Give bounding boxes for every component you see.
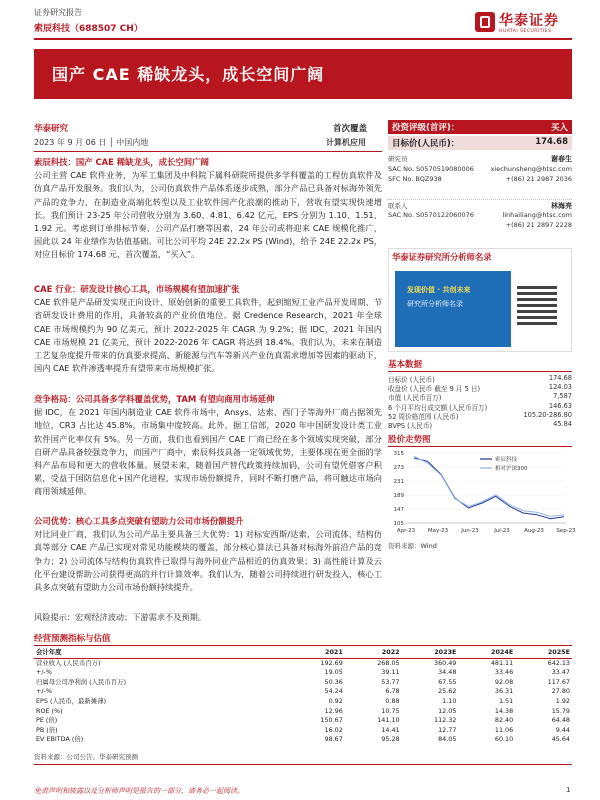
report-type: 证券研究报告 [34, 8, 82, 17]
table-cell: 25.62 [438, 687, 457, 696]
table-cell: 39.11 [381, 668, 400, 677]
analyst-role: 联系人 [388, 202, 408, 210]
table-row [34, 678, 572, 688]
logo-cn: 华泰证券 [499, 13, 559, 29]
table-cell: 92.08 [494, 677, 514, 686]
table-row [34, 726, 572, 736]
table-cell: 95.28 [381, 735, 400, 744]
table-cell: 11.06 [494, 725, 514, 734]
row-label: +/-% [36, 687, 52, 696]
basic-data-row [388, 374, 572, 383]
basic-data-value: 45.84 [553, 419, 572, 428]
table-cell: 642.13 [547, 658, 570, 667]
fin-table-title: 经营预测指标与估值 [34, 634, 111, 644]
header-divider [34, 38, 572, 40]
table-cell: 117.67 [547, 677, 570, 686]
rating-value: 买入 [550, 123, 568, 133]
row-label: 营业收入 (人民币百万) [36, 658, 101, 667]
column-header: 2022 [345, 648, 402, 658]
basic-data-row [388, 411, 572, 420]
table-row [34, 668, 572, 678]
table-cell: 98.67 [324, 735, 343, 744]
table-cell: 34.48 [438, 668, 457, 677]
y-tick-label: 231 [393, 479, 404, 485]
analyst-card [388, 154, 572, 198]
table-cell: 481.11 [490, 658, 514, 667]
row-label: ROE (%) [36, 706, 63, 715]
basic-data-value: 174.68 [548, 374, 572, 382]
table-cell: 268.05 [377, 658, 400, 667]
logo-mark-icon [475, 12, 495, 32]
series-line-1 [414, 456, 564, 516]
table-cell: 12.77 [438, 725, 457, 734]
research-org: 华泰研究 [34, 124, 69, 134]
section-industry [34, 283, 382, 375]
chart-title-divider [388, 446, 572, 447]
table-cell: 54.24 [324, 687, 343, 696]
table-cell: 33.47 [551, 668, 570, 677]
rating-label: 投资评级(首评)： [392, 123, 460, 133]
fin-title-divider [34, 645, 572, 646]
table-cell: 1.10 [442, 696, 457, 705]
basic-data-key: 市值 (人民币百万) [388, 394, 442, 403]
rating-box [388, 120, 572, 134]
table-cell: 60.10 [494, 735, 514, 744]
column-header: 会计年度 [34, 648, 288, 658]
column-header: 2021 [288, 648, 345, 658]
basic-data-key: BVPS (人民币) [388, 421, 433, 430]
table-cell: 10.75 [381, 706, 400, 715]
table-row [34, 697, 572, 707]
table-row [34, 687, 572, 697]
page-number: 1 [566, 786, 571, 794]
table-cell: 15.79 [551, 706, 570, 715]
target-price-box [388, 136, 572, 150]
x-tick-label: Aug-23 [524, 528, 544, 534]
banner-line1: 发现价值 · 共创未来 [407, 286, 471, 294]
y-tick-label: 105 [393, 521, 404, 527]
date-region: 2023 年 9 月 06 日 │ 中国内地 [34, 138, 149, 147]
section-heading: 公司优势：核心工具多点突破有望助力公司市场份额提升 [34, 516, 244, 526]
analyst-role: 研究员 [388, 155, 408, 163]
analyst-sfc: SFC No. BQZ938 [388, 175, 442, 183]
table-cell: 19.05 [324, 668, 343, 677]
table-cell: 82.40 [494, 716, 514, 725]
analyst-directory-box[interactable] [388, 248, 572, 352]
basic-data-value: 7,587 [553, 392, 572, 401]
table-cell: 6.78 [385, 687, 400, 696]
row-label: EPS (人民币，最新摊薄) [36, 696, 107, 705]
section-heading: 竞争格局：公司具备多学科覆盖优势，TAM 有望向商用市场延伸 [34, 394, 275, 404]
table-cell: 67.55 [438, 677, 457, 686]
x-tick-label: May-23 [427, 528, 449, 534]
table-cell: 45.64 [551, 735, 570, 744]
title-banner [34, 49, 572, 99]
analyst-name: 谢春生 [551, 155, 572, 163]
analyst-phone: +(86) 21 2987 2036 [505, 175, 572, 183]
analyst-sac: SAC No. S0570519080006 [388, 165, 474, 173]
table-cell: 150.67 [320, 716, 343, 725]
fin-bottom-divider [34, 764, 572, 765]
directory-banner[interactable] [395, 271, 511, 347]
table-cell: 64.48 [551, 716, 570, 725]
x-tick-label: Jun-23 [461, 528, 479, 534]
table-cell: 53.77 [381, 677, 400, 686]
analyst-sac: SAC No. S0570122060076 [388, 211, 474, 219]
table-cell: 14.41 [381, 725, 400, 734]
y-tick-label: 315 [393, 451, 404, 457]
huatai-logo [475, 8, 567, 38]
risk-warning: 风险提示：宏观经济波动；下游需求不及预期。 [34, 612, 206, 622]
section-company [34, 156, 382, 262]
price-chart [388, 449, 576, 537]
table-cell: 36.31 [494, 687, 514, 696]
table-cell: 14.38 [494, 706, 514, 715]
industry-label: 计算机应用 [326, 138, 366, 147]
section-heading: 索辰科技：国产 CAE 稀缺龙头，成长空间广阔 [34, 157, 209, 167]
y-tick-label: 189 [393, 493, 404, 499]
basic-data-key: 6 个月平均日成交额 (人民币百万) [388, 403, 488, 412]
y-tick-label: 147 [393, 507, 404, 513]
chart-source: 资料来源：Wind [388, 542, 437, 550]
analyst-name: 林海亮 [551, 202, 572, 210]
x-tick-label: Apr-23 [396, 528, 416, 534]
column-header: 2025E [515, 648, 572, 658]
basic-data-title: 基本数据 [388, 360, 423, 370]
logo-en: HUATAI SECURITIES [499, 29, 552, 34]
basic-data-row [388, 420, 572, 429]
basic-data-value: 105.20-286.80 [523, 410, 572, 419]
basic-data-row [388, 392, 572, 401]
basic-data-key: 目标价 (人民币) [388, 376, 435, 384]
fin-table-wrap [34, 648, 572, 745]
table-cell: 9.44 [555, 725, 570, 734]
x-tick-label: Sep-23 [556, 528, 576, 534]
analyst-email[interactable]: xiechunsheng@htsc.com [490, 165, 572, 173]
row-label: PB (倍) [36, 725, 58, 734]
chart-title: 股价走势图 [388, 435, 431, 445]
target-label: 目标价(人民币)： [392, 139, 460, 149]
basic-data-row [388, 402, 572, 411]
fin-source: 资料来源：公司公告、华泰研究预测 [34, 753, 138, 761]
section-paragraph: 公司主营 CAE 软件业务，为军工集团及中科院下属科研院所提供多学科覆盖的工程仿真软件及仿真产品开发服务。我们认为，公司仿真软件产品体系逐步成熟，部分产品已具备对标海外领先产品的竞争力，在制造业高端化转型以及工业软件国产化浪潮的推动下，营收有望实现快速增长。我们预计 23-25 年公司营收分别为 3.60、4.81、6.42 亿元，EPS 分别为 1.10、1.51、1.92 元。考虑到订单排标节奏、公司产品打磨等因素，24 年公司或将迎来 CAE 规模化推广，因此以 24 年业绩作为估值基础。可比公司平均 24E 22.2x PS (Wind)，给予 24E 22.2x PS，对应目标价 174.68 元，首次覆盖，“买入”。 [34, 170, 382, 260]
target-value: 174.68 [535, 137, 568, 147]
section-advantages [34, 515, 382, 594]
row-label: 归属母公司净利润 (人民币百万) [36, 677, 127, 686]
basic-data-value: 124.03 [548, 383, 572, 392]
basic-data-key: 52 周价格范围 (人民币) [388, 412, 459, 421]
row-label: EV EBITDA (倍) [36, 735, 84, 744]
legend-label: 相对沪深300 [495, 466, 528, 472]
table-cell: 192.69 [320, 658, 343, 667]
table-cell: 12.96 [324, 706, 343, 715]
section-paragraph: CAE 软件是产品研发实现正向设计、原始创新的重要工具软件，起到缩短工业产品开发周期、节省研发设计费用的作用，具备较高的产业价值地位。据 Credence Research，2021 年全球 CAE 市场规模约为 90 亿美元，预计 2022-2025 年 CAGR 为 9.2%；据 IDC，2021 年国内 CAE 市场规模 21 亿美元，预计 2022-2026 年 CAGR 将达到 18.4%。我们认为，未来在制造工艺复杂度提升带来的仿真要求提高、新能源与汽车等新兴产业仿真需求增加等因素的驱动下，国内 CAE 软件渗透率提升有望带来市场规模扩张。 [34, 297, 382, 374]
table-cell: 27.80 [551, 687, 570, 696]
section-paragraph: 对比同业厂商，我们认为公司产品主要具备三大优势：1) 对标安西斯/达索，公司流体、结构仿真等部分 CAE 产品已实现对常见功能模块的覆盖，部分核心算法已具备对标海外前沿产品的竞争力；2) 公司流体与结构仿真软件已取得与海外同业产品相近的仿真效果；3) 高性能计算及云化平台建设帮助公司获得更高的并行计算效率。我们认为，随着公司持续进行研发投入，核心工具多点突破有望助力公司市场份额持续提升。 [34, 529, 382, 593]
table-row [34, 716, 572, 726]
column-header: 2023E [402, 648, 459, 658]
basic-data-key: 收盘价 (人民币 截至 9 月 5 日) [388, 385, 481, 394]
coverage-label: 首次覆盖 [333, 124, 368, 134]
basic-data-row [388, 383, 572, 392]
table-cell: 0.88 [385, 696, 400, 705]
table-cell: 16.02 [324, 725, 343, 734]
table-cell: 141.10 [377, 716, 400, 725]
table-cell: 1.92 [555, 696, 570, 705]
company-ticker: 索辰科技（688507 CH） [34, 24, 143, 34]
table-cell: 1.51 [498, 696, 514, 705]
row-label: +/-% [36, 668, 52, 677]
table-cell: 12.05 [438, 706, 457, 715]
directory-title: 华泰证券研究所分析师名录 [392, 252, 492, 262]
analyst-card [388, 201, 572, 245]
table-row [34, 658, 572, 668]
table-cell: 84.05 [438, 735, 457, 744]
analyst-phone: +(86) 21 2897 2228 [505, 221, 572, 229]
financial-forecast-table [34, 648, 572, 745]
table-row [34, 735, 572, 745]
meta-divider [34, 151, 382, 152]
footer-disclaimer: 免责声明和披露以及分析师声明是报告的一部分，请务必一起阅读。 [34, 787, 244, 795]
banner-line2: 研究所分析师名录 [407, 300, 463, 308]
y-tick-label: 273 [393, 465, 404, 471]
report-title: 国产 CAE 稀缺龙头，成长空间广阔 [52, 65, 325, 84]
basic-data-list [388, 374, 572, 429]
basic-data-value: 146.63 [548, 401, 572, 410]
table-header-row [34, 648, 572, 658]
legend-label: 索辰科技 [495, 457, 518, 463]
table-cell: 360.49 [434, 658, 457, 667]
column-header: 2024E [458, 648, 515, 658]
qr-code-icon [517, 285, 557, 325]
table-cell: 33.46 [494, 668, 514, 677]
x-tick-label: Jul-23 [494, 528, 510, 534]
basic-title-divider [388, 371, 572, 372]
analyst-email[interactable]: linhailiang@htsc.com [502, 211, 572, 219]
table-cell: 112.32 [434, 716, 457, 725]
section-paragraph: 据 IDC，在 2021 年国内制造业 CAE 软件市场中，Ansys、达索、西门子等海外厂商占据领先地位，CR3 占比达 45.8%，市场集中度较高。此外，据工信部，2020 年中国研发设计类工业软件国产化率仅有 5%。另一方面，我们也看到国产 CAE 厂商已经在多个领域实现突破，部分自研产品具备较强竞争力，而国产厂商中，索辰科技具备一定领域优势，主要体现在更全面的学科产品布局和更大的营收体量。展望未来，随着国产替代政策持续加码，公司有望凭借客户积累，受益于国防信息化+国产化进程，实现市场份额提升，同时不断打磨产品，将可触达市场向商用领域延伸。 [34, 407, 382, 497]
table-cell: 50.36 [324, 677, 343, 686]
table-row [34, 707, 572, 717]
section-heading: CAE 行业：研发设计核心工具，市场规模有望加速扩张 [34, 284, 240, 294]
table-cell: 0.92 [328, 696, 343, 705]
row-label: PE (倍) [36, 716, 58, 725]
section-competition [34, 393, 382, 499]
